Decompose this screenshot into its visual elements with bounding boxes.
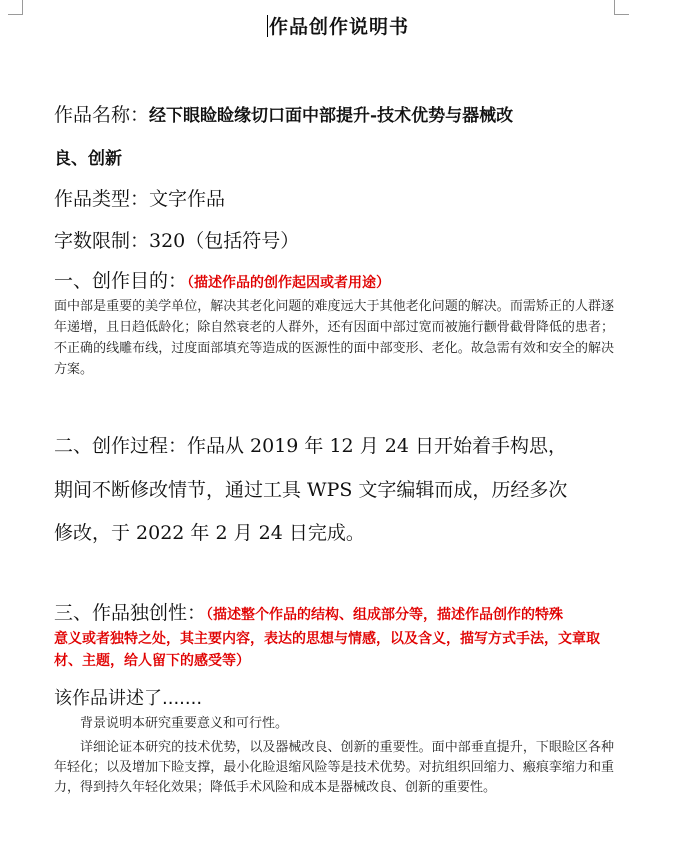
work-name-value: 经下眼睑睑缘切口面中部提升-技术优势与器械改 bbox=[149, 106, 514, 126]
section3-heading-line bbox=[54, 598, 563, 625]
word-limit: 字数限制：320（包括符号） bbox=[54, 230, 300, 252]
section1-hint: （描述作品的创作起因或者用途） bbox=[187, 275, 391, 291]
section2-line3: 修改，于 2022 年 2 月 24 日完成。 bbox=[54, 522, 365, 544]
work-type: 作品类型：文字作品 bbox=[54, 188, 226, 210]
section3-para1: 背景说明本研究重要意义和可行性。 bbox=[80, 716, 289, 731]
work-name-value-cont: 良、创新 bbox=[54, 149, 122, 169]
document-title-text: 作品创作说明书 bbox=[268, 16, 409, 38]
section1-body: 面中部是重要的美学单位，解决其老化问题的难度远大于其他老化问题的解决。而需矫正的人群逐年递增，且日趋低龄化；除自然衰老的人群外，还有因面中部过宽而被施行颧骨截骨降低的患者；不正确的线雕布线，过度面部填充等造成的医源性的面中部变形、老化。故急需有效和安全的解决方案。 bbox=[54, 299, 614, 377]
section3-heading: 三、作品独创性： bbox=[54, 602, 207, 624]
document-title bbox=[0, 12, 676, 39]
section3-hint: （描述整个作品的结构、组成部分等，描述作品创作的特殊 bbox=[206, 607, 564, 623]
section3-intro: 该作品讲述了....... bbox=[54, 688, 203, 709]
section2-line1: 二、创作过程：作品从 2019 年 12 月 24 日开始着手构思， bbox=[54, 435, 567, 457]
work-name-line bbox=[54, 100, 513, 127]
section1-heading-line bbox=[54, 266, 390, 293]
section3-hint-cont: 意义或者独特之处，其主要内容，表达的思想与情感，以及含义，描写方式手法，文章取材、主题，给人留下的感受等） bbox=[54, 631, 600, 669]
section3-para2: 详细论证本研究的技术优势，以及器械改良、创新的重要性。面中部垂直提升，下眼睑区各种年轻化；以及增加下睑支撑，最小化睑退缩风险等是技术优势。对抗组织回缩力、瘢痕挛缩力和重力，得到持久年轻化效果；降低手术风险和成本是器械改良、创新的重要性。 bbox=[54, 740, 614, 795]
section1-heading: 一、创作目的： bbox=[54, 270, 188, 292]
work-name-label: 作品名称： bbox=[54, 104, 150, 126]
text-cursor bbox=[267, 15, 268, 37]
section2-line2: 期间不断修改情节，通过工具 WPS 文字编辑而成，历经多次 bbox=[54, 479, 568, 501]
